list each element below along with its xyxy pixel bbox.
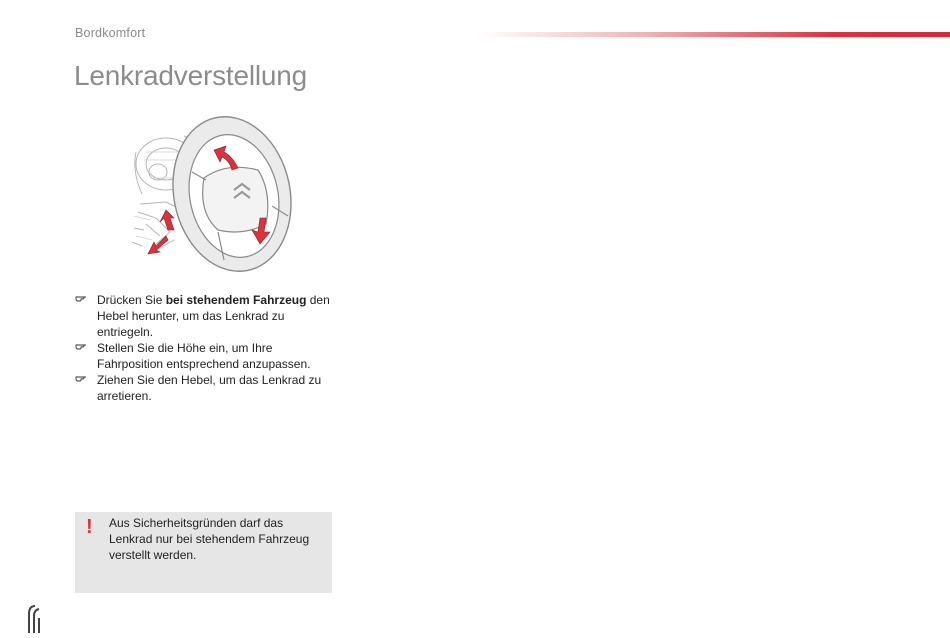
pointing-hand-icon [75,293,87,305]
step-item: Drücken Sie bei stehendem Fahrzeug den Hebel herunter, um das Lenkrad zu entriegeln. [75,292,337,340]
step-emphasis: bei stehendem Fahrzeug [165,293,307,307]
header-accent-bar [478,32,950,37]
pointing-hand-icon [75,373,87,385]
step-item: Stellen Sie die Höhe ein, um Ihre Fahrposition entsprechend anzupassen. [75,340,337,372]
pointing-hand-icon [75,341,87,353]
warning-box [75,512,332,593]
page-title: Lenkradverstellung [74,60,307,91]
section-label: Bordkomfort [75,26,146,40]
warning-icon: ! [86,516,93,538]
page-edge-marker-icon [26,604,44,633]
step-item: Ziehen Sie den Hebel, um das Lenkrad zu arretieren. [75,372,337,404]
steering-wheel-illustration [126,112,296,278]
warning-text: Aus Sicherheitsgründen darf das Lenkrad nur bei stehendem Fahrzeug verstellt werden. [109,516,310,562]
steps-list [75,292,337,404]
